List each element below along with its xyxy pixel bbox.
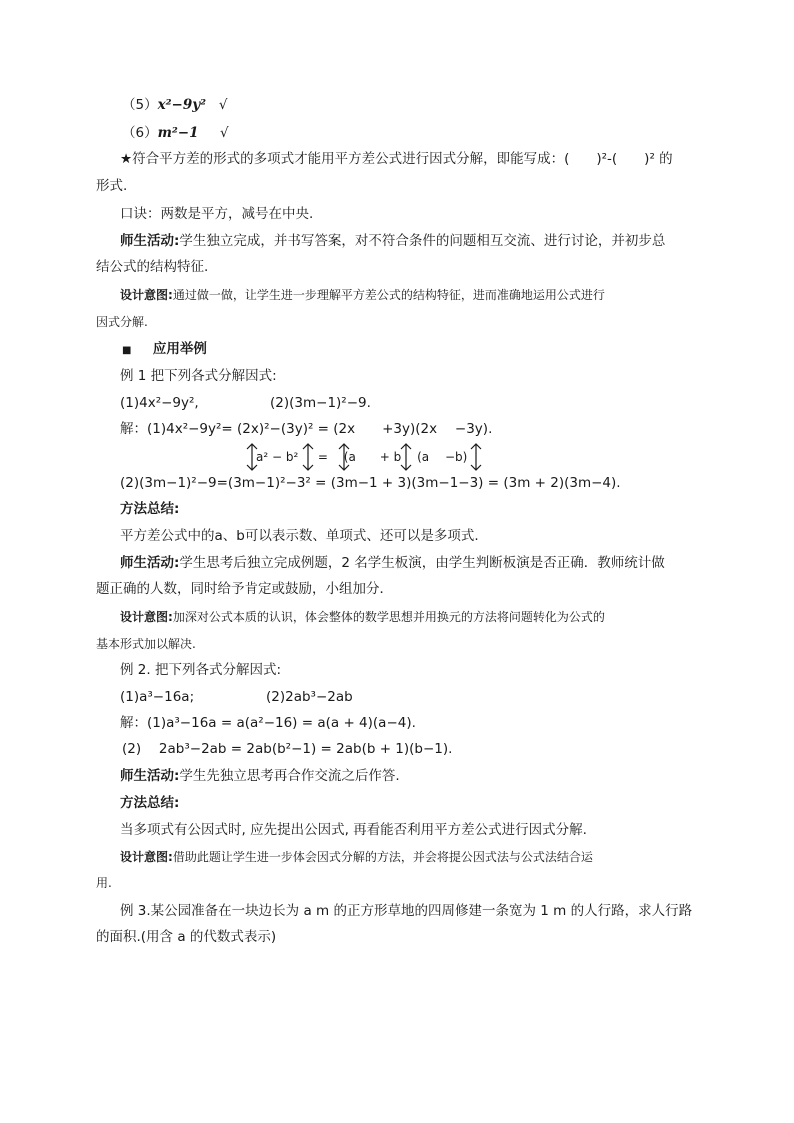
example-2-solution-2: (2) 2ab³−2ab = 2ab(b²−1) = 2ab(b + 1)(b−1). bbox=[122, 741, 453, 757]
method-summary-1-label: 方法总结: bbox=[120, 501, 180, 517]
teacher-activity-label: 师生活动: bbox=[120, 555, 180, 571]
example-3-line-2: 的面积.(用含 a 的代数式表示) bbox=[96, 929, 277, 945]
example-1-q1: (1)4x²−9y², bbox=[120, 395, 199, 411]
item-6 bbox=[122, 124, 229, 142]
teacher-activity-1 bbox=[120, 232, 665, 250]
formula-mapping: a² − b² = (a + b (a −b) bbox=[256, 450, 468, 464]
method-summary-2-label: 方法总结: bbox=[120, 795, 180, 811]
mnemonic: 口诀：两数是平方，减号在中央. bbox=[120, 206, 314, 222]
teacher-activity-1-cont: 结公式的结构特征. bbox=[96, 259, 209, 275]
item-6-label: （6） bbox=[122, 125, 158, 141]
section-title: 应用举例 bbox=[152, 341, 207, 357]
example-2-q2: (2)2ab³−2ab bbox=[266, 689, 353, 705]
example-1-solution-1: 解：(1)4x²−9y²= (2x)²−(3y)² = (2x +3y)(2x −3y). bbox=[120, 421, 493, 437]
item-5 bbox=[122, 96, 228, 114]
design-intent-3-cont: 用. bbox=[96, 876, 112, 890]
item-6-expression: m²−1 bbox=[157, 125, 199, 141]
method-summary-1-text: 平方差公式中的a、b可以表示数、单项式、还可以是多项式. bbox=[120, 528, 479, 544]
design-intent-label: 设计意图: bbox=[120, 850, 173, 864]
star-note-line-1: ★符合平方差的形式的多项式才能用平方差公式进行因式分解，即能写成：( )²-( )² 的 bbox=[120, 151, 673, 167]
teacher-activity-text: 学生独立完成，并书写答案，对不符合条件的问题相互交流、进行讨论，并初步总 bbox=[179, 233, 666, 249]
example-1-solution-2: (2)(3m−1)²−9=(3m−1)²−3² = (3m−1 + 3)(3m−1−3) = (3m + 2)(3m−4). bbox=[120, 475, 621, 491]
design-intent-1 bbox=[120, 286, 605, 304]
item-5-label: （5） bbox=[122, 97, 158, 113]
method-summary-2-text: 当多项式有公因式时, 应先提出公因式, 再看能否利用平方差公式进行因式分解. bbox=[120, 822, 587, 838]
example-2-q1: (1)a³−16a; bbox=[120, 689, 195, 705]
item-5-check: √ bbox=[218, 97, 228, 113]
teacher-activity-3 bbox=[120, 767, 400, 785]
example-2-solution-1: 解：(1)a³−16a = a(a²−16) = a(a + 4)(a−4). bbox=[120, 715, 416, 731]
teacher-activity-text: 学生先独立思考再合作交流之后作答. bbox=[179, 768, 400, 784]
design-intent-label: 设计意图: bbox=[120, 288, 173, 302]
design-intent-text: 加深对公式本质的认识，体会整体的数学思想并用换元的方法将问题转化为公式的 bbox=[172, 610, 605, 624]
design-intent-2-cont: 基本形式加以解决. bbox=[96, 637, 196, 651]
section-heading bbox=[122, 340, 207, 360]
design-intent-text: 借助此题让学生进一步体会因式分解的方法，并会将提公因式法与公式法结合运 bbox=[172, 850, 593, 864]
teacher-activity-label: 师生活动: bbox=[120, 233, 180, 249]
square-bullet-icon: ■ bbox=[122, 345, 132, 356]
teacher-activity-text: 学生思考后独立完成例题，2 名学生板演，由学生判断板演是否正确．教师统计做 bbox=[179, 555, 665, 571]
teacher-activity-2-cont: 题正确的人数，同时给予肯定或鼓励，小组加分． bbox=[96, 581, 393, 597]
star-note-line-2: 形式. bbox=[96, 178, 128, 194]
design-intent-text: 通过做一做，让学生进一步理解平方差公式的结构特征，进而准确地运用公式进行 bbox=[172, 288, 605, 302]
example-1-q2: (2)(3m−1)²−9. bbox=[270, 395, 371, 411]
example-3-line-1: 例 3.某公园准备在一块边长为 a m 的正方形草地的四周修建一条宽为 1 m 的人行路，求人行路 bbox=[120, 903, 693, 919]
example-1-title: 例 1 把下列各式分解因式: bbox=[120, 368, 277, 384]
teacher-activity-label: 师生活动: bbox=[120, 768, 180, 784]
example-2-title: 例 2. 把下列各式分解因式: bbox=[120, 662, 282, 678]
item-6-check: √ bbox=[219, 125, 229, 141]
item-5-expression: x²−9y² bbox=[157, 97, 207, 113]
design-intent-2 bbox=[120, 608, 605, 626]
design-intent-1-cont: 因式分解. bbox=[96, 315, 148, 329]
teacher-activity-2 bbox=[120, 554, 665, 572]
design-intent-3 bbox=[120, 848, 593, 866]
design-intent-label: 设计意图: bbox=[120, 610, 173, 624]
